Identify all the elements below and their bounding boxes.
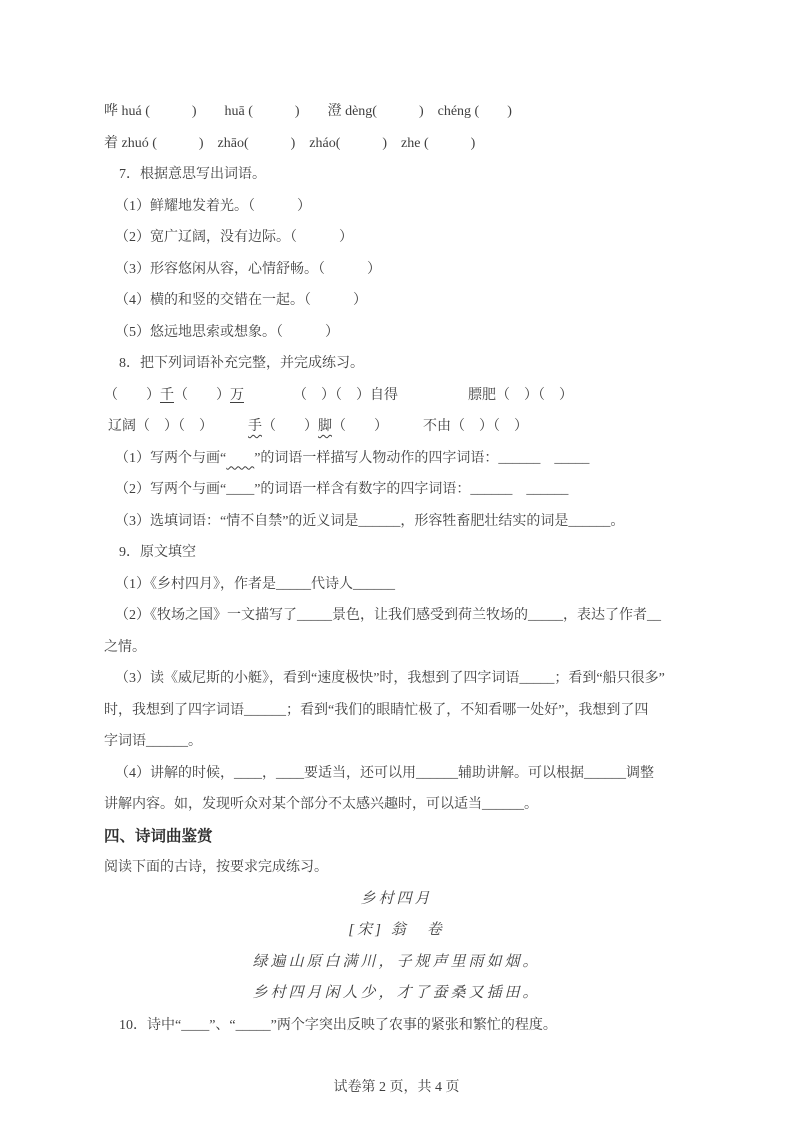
given-char-jiao: 脚 (318, 419, 332, 434)
q7-item-2: （2）宽广辽阔，没有边际。（ ） (115, 230, 353, 245)
poem-author: [宋] 翁 卷 (348, 922, 445, 938)
q8-title: 8．把下列词语补充完整，并完成练习。 (119, 356, 364, 371)
q9-item-2-line-2: 之情。 (104, 639, 146, 655)
pinyin-row-1-text: 哗 huá ( ) huā ( ) 澄 dèng( ) chéng ( ) (104, 104, 512, 119)
pinyin-row-zhuo-zhe (104, 128, 724, 160)
pinyin-row-2-text: 着 zhuó ( ) zhāo( ) zháo( ) zhe ( ) (104, 135, 476, 151)
q9-item-4-line-1: （4）讲解的时候，____，____要适当，还可以用______辅助讲解。可以根据______调整 (115, 765, 654, 781)
given-char-shou: 手 (248, 419, 262, 434)
q7-item-5: （5）悠远地思索或想象。（ ） (115, 324, 339, 340)
q9-item-3-line-1: （3）读《威尼斯的小艇》，看到“速度极快”时，我想到了四字词语_____；看到“船只很多” (115, 671, 665, 686)
q10-text: 10．诗中“____”、“_____”两个字突出反映了农事的紧张和繁忙的程度。 (119, 1017, 557, 1033)
page-footer (0, 1078, 793, 1098)
q7-item-4: （4）横的和竖的交错在一起。（ ） (115, 293, 367, 308)
q9-item-2-line-1: （2）《牧场之国》一文描写了_____景色，让我们感受到荷兰牧场的_____，表达了作者__ (115, 608, 661, 623)
given-char-wan: 万 (230, 387, 244, 403)
q9-item-3-line-3: 字词语______。 (104, 734, 202, 749)
q7-item-3: （3）形容悠闲从容，心情舒畅。（ ） (115, 261, 381, 277)
q8-item-2: （2）写两个与画“____”的词语一样含有数字的四字词语：______ ______ (115, 482, 569, 497)
q7-title: 7．根据意思写出词语。 (119, 167, 266, 182)
q8-word-row-2: 辽阔（ ）（ ） 手（ ）脚（ ） 不由（ ）（ ） (108, 419, 528, 434)
pinyin-row-hua-cheng (104, 96, 724, 128)
q7-item-1: （1）鲜耀地发着光。（ ） (115, 198, 311, 214)
wavy-underline-blank (226, 451, 254, 466)
section-4-intro: 阅读下面的古诗，按要求完成练习。 (104, 860, 328, 875)
given-char-qian: 千 (160, 387, 174, 403)
page-content (104, 96, 724, 1041)
q8-item-3: （3）选填词语：“情不自禁”的近义词是______，形容牲畜肥壮结实的词是______。 (115, 513, 625, 529)
page-number-text: 试卷第 2 页，共 4 页 (333, 1080, 460, 1095)
q9-item-4-line-2: 讲解内容。如，发现听众对某个部分不太感兴趣时，可以适当______。 (104, 797, 538, 812)
q8-item-1: （1）写两个与画“ ”的词语一样描写人物动作的四字词语：______ _____ (115, 450, 590, 466)
poem-title: 乡村四月 (360, 890, 433, 907)
section-4-heading: 四、诗词曲鉴赏 (104, 827, 213, 845)
poem-line-2: 乡村四月闲人少，才了蚕桑又插田。 (252, 985, 541, 1001)
q8-word-row-1: （ ）千（ ）万 （ ）（ ）自得 膘肥（ ）（ ） (104, 387, 573, 403)
poem-line-1: 绿遍山原白满川，子规声里雨如烟。 (252, 953, 541, 970)
q9-item-3-line-2: 时，我想到了四字词语______；看到“我们的眼睛忙极了，不知看哪一处好”，我想到了四 (104, 702, 649, 718)
q9-title: 9．原文填空 (119, 545, 196, 560)
q9-item-1: （1）《乡村四月》，作者是_____代诗人______ (115, 576, 395, 592)
